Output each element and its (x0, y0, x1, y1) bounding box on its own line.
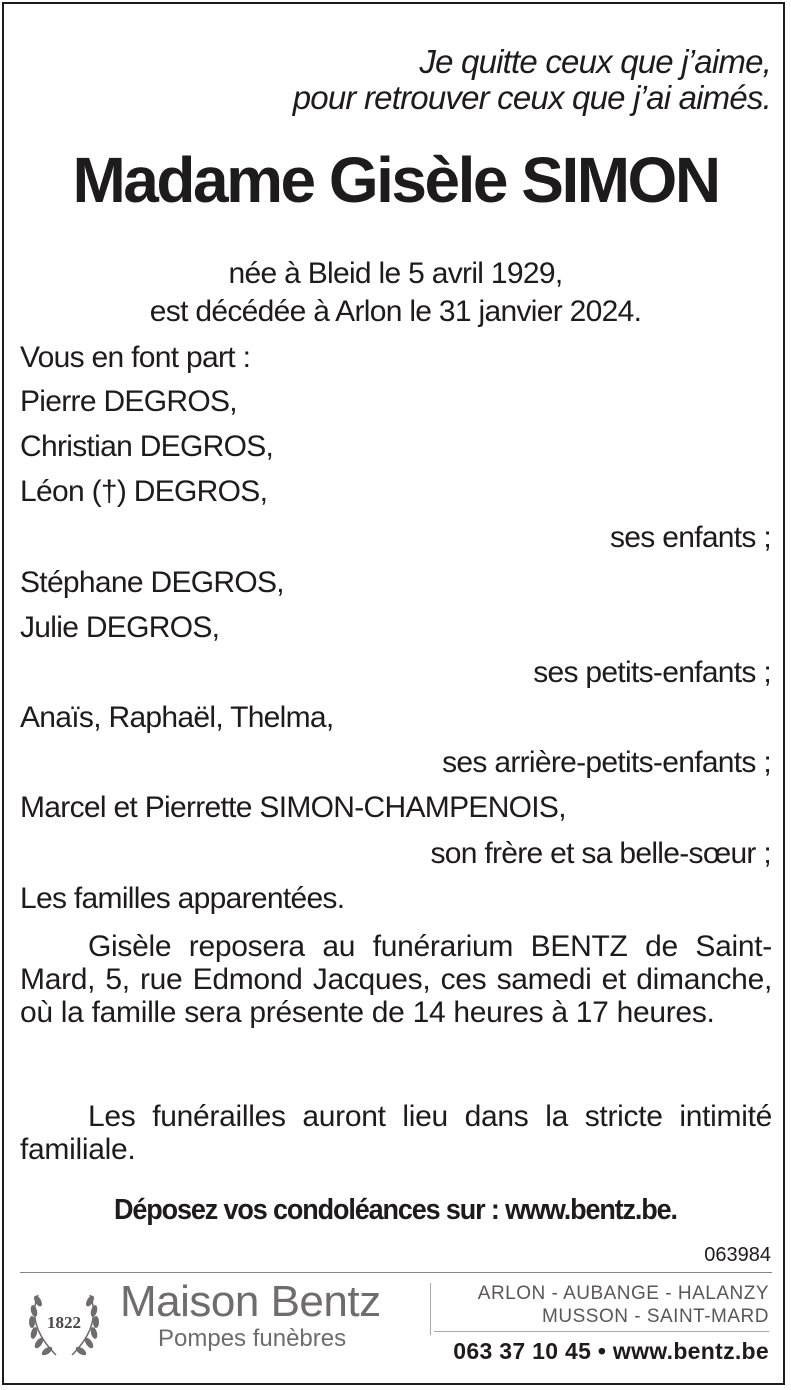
brand-subtitle: Pompes funèbres (158, 1325, 347, 1352)
child-2: Christian DEGROS, (20, 430, 274, 463)
great-grandchildren-label: ses arrière-petits-enfants ; (442, 746, 771, 779)
footer-divider (20, 1272, 772, 1273)
child-1: Pierre DEGROS, (20, 385, 237, 418)
deceased-name: Madame Gisèle SIMON (72, 144, 719, 216)
funeral-paragraph: Les funérailles auront lieu dans la stricte intimité familiale. (20, 1100, 772, 1166)
siblings-label: son frère et sa belle-sœur ; (430, 837, 771, 870)
grandchild-1: Stéphane DEGROS, (20, 566, 284, 599)
siblings: Marcel et Pierrette SIMON-CHAMPENOIS, (20, 791, 566, 824)
grandchild-2: Julie DEGROS, (20, 611, 220, 644)
children-label: ses enfants ; (610, 521, 771, 554)
contact-line: 063 37 10 45 • www.bentz.be (453, 1338, 769, 1364)
grandchildren-label: ses petits-enfants ; (533, 656, 771, 689)
contact-divider (434, 1331, 769, 1332)
families-line: Les familles apparentées. (20, 882, 345, 915)
announce-line: Vous en font part : (20, 341, 251, 374)
great-grandchildren: Anaïs, Raphaël, Thelma, (20, 701, 334, 734)
brand-name: Maison Bentz (120, 1277, 381, 1326)
locations-line-1: ARLON - AUBANGE - HALANZY (477, 1283, 769, 1304)
epitaph-line-1: Je quitte ceux que j’aime, (419, 43, 771, 80)
footer-vertical-divider (430, 1283, 431, 1335)
birth-line: née à Bleid le 5 avril 1929, (228, 257, 563, 290)
child-3: Léon (†) DEGROS, (20, 475, 268, 508)
condolences-line: Déposez vos condoléances sur : www.bentz.be. (114, 1194, 677, 1226)
locations-line-2: MUSSON - SAINT-MARD (542, 1306, 769, 1327)
visitation-paragraph: Gisèle reposera au funérarium BENTZ de Saint-Mard, 5, rue Edmond Jacques, ces samedi et dimanche, où la famille sera présente de 14 heures à 17 heures. (20, 930, 772, 1029)
laurel-logo-icon (24, 1281, 104, 1361)
death-line: est décédée à Arlon le 31 janvier 2024. (149, 295, 642, 328)
reference-number: 063984 (704, 1244, 771, 1266)
logo-year: 1822 (47, 1313, 81, 1332)
epitaph-line-2: pour retrouver ceux que j’ai aimés. (292, 79, 771, 116)
